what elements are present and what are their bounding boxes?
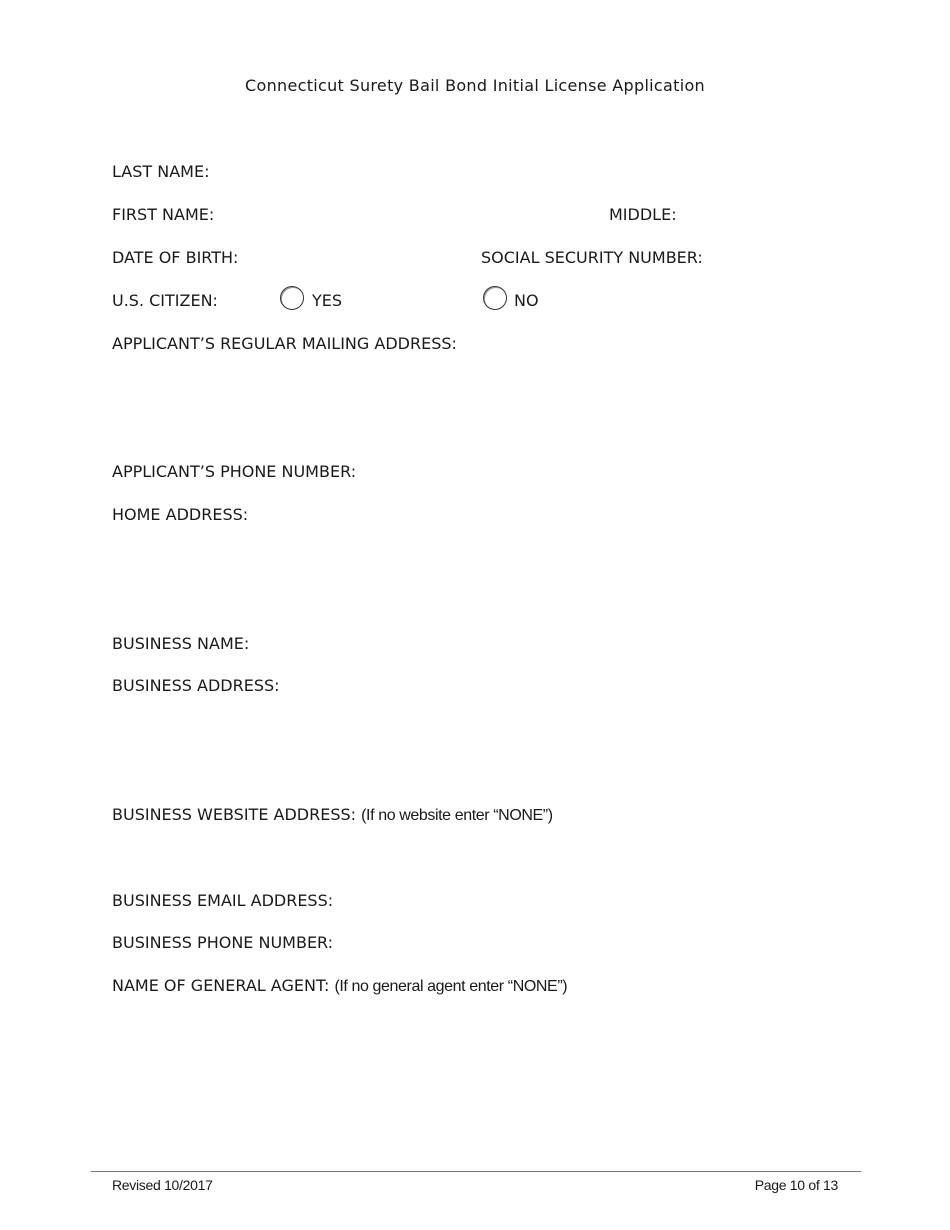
general-agent-text: NAME OF GENERAL AGENT: (112, 976, 330, 995)
business-name-label: BUSINESS NAME: (112, 634, 250, 653)
home-address-label: HOME ADDRESS: (112, 505, 249, 524)
date-of-birth-label: DATE OF BIRTH: (112, 248, 239, 267)
footer-divider (91, 1171, 861, 1172)
business-email-label: BUSINESS EMAIL ADDRESS: (112, 891, 334, 910)
citizen-no-label: NO (514, 291, 539, 310)
phone-number-label: APPLICANT’S PHONE NUMBER: (112, 462, 357, 481)
page-title: Connecticut Surety Bail Bond Initial License Application (245, 76, 705, 95)
first-name-label: FIRST NAME: (112, 205, 215, 224)
business-website-note: (If no website enter “NONE”) (361, 807, 553, 824)
business-website-text: BUSINESS WEBSITE ADDRESS: (112, 805, 357, 824)
ssn-label: SOCIAL SECURITY NUMBER: (481, 248, 703, 267)
business-phone-label: BUSINESS PHONE NUMBER: (112, 933, 334, 952)
page-number: Page 10 of 13 (754, 1177, 838, 1193)
mailing-address-label: APPLICANT’S REGULAR MAILING ADDRESS: (112, 334, 457, 353)
citizen-yes-radio[interactable] (280, 286, 304, 310)
business-website-label (112, 805, 553, 826)
business-address-label: BUSINESS ADDRESS: (112, 676, 280, 695)
us-citizen-label: U.S. CITIZEN: (112, 291, 218, 310)
revised-date: Revised 10/2017 (112, 1177, 213, 1193)
middle-name-label: MIDDLE: (609, 205, 677, 224)
general-agent-note: (If no general agent enter “NONE”) (334, 978, 568, 995)
general-agent-label (112, 976, 567, 997)
last-name-label: LAST NAME: (112, 162, 210, 181)
citizen-yes-label: YES (312, 291, 343, 310)
citizen-no-radio[interactable] (483, 286, 507, 310)
